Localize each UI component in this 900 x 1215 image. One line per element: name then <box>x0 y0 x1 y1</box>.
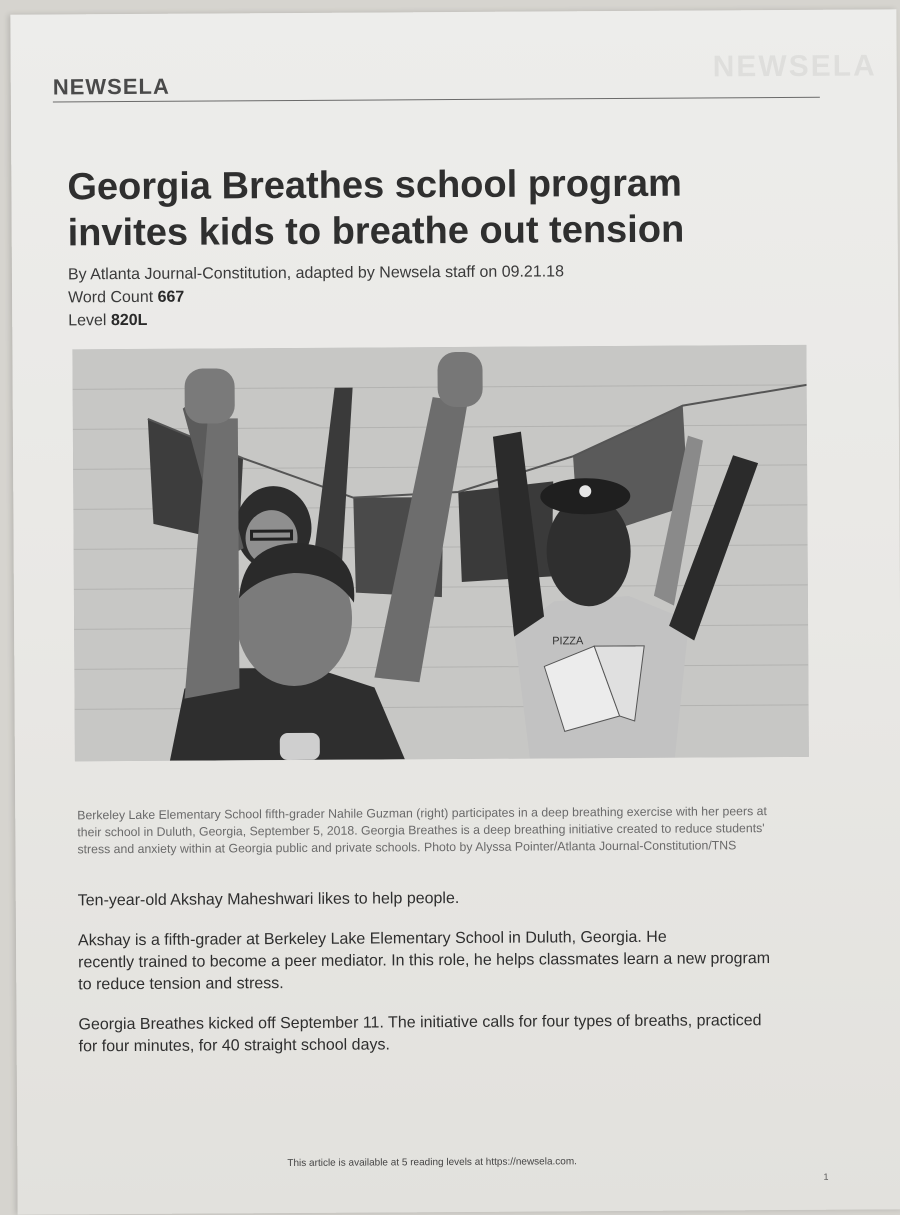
level-value: 820L <box>110 311 148 330</box>
paragraph-2-line-1: Akshay is a fifth-grader at Berkeley Lake Elementary School in Duluth, Georgia. He <box>77 928 667 950</box>
paragraph-2 <box>78 926 818 997</box>
title-line-2: invites kids to breathe out tension <box>67 208 685 255</box>
caption-line-3: stress and anxiety within at Georgia public and private schools. Photo by Alyssa Pointer/Atlanta Journal-Constitution/TNS <box>77 838 737 857</box>
article-photo <box>72 345 809 761</box>
paragraph-3-line-1: Georgia Breathes kicked off September 11. The initiative calls for four types of breaths, practiced <box>78 1012 762 1034</box>
paragraph-3 <box>78 1010 818 1059</box>
reading-levels-note: This article is available at 5 reading levels at https://newsela.com. <box>287 1156 577 1170</box>
caption-line-1: Berkeley Lake Elementary School fifth-grader Nahile Guzman (right) participates in a deep breathing exercise with her peers at <box>77 804 767 823</box>
paragraph-1: Ten-year-old Akshay Maheshwari likes to help people. <box>77 889 460 910</box>
level-label: Level <box>68 312 107 330</box>
paragraph-2-line-3: to reduce tension and stress. <box>78 975 284 994</box>
shirt-text: PIZZA <box>552 635 584 648</box>
page-number: 1 <box>823 1171 829 1182</box>
paper-page <box>10 9 900 1214</box>
word-count <box>68 289 184 308</box>
word-count-value: 667 <box>157 288 185 306</box>
caption-line-2: their school in Duluth, Georgia, September 5, 2018. Georgia Breathes is a deep breathing initiative created to reduce students' <box>77 821 765 840</box>
reading-level <box>68 312 147 330</box>
newsela-logo: NEWSELA <box>52 73 170 100</box>
photo-caption <box>77 803 812 858</box>
paragraph-3-line-2: for four minutes, for 40 straight school days. <box>78 1036 390 1056</box>
paragraph-2-line-2: recently trained to become a peer mediator. In this role, he helps classmates learn a new program <box>78 950 771 972</box>
photo-illustration <box>72 345 809 761</box>
title-line-1: Georgia Breathes school program <box>67 162 683 209</box>
article-title <box>67 160 788 256</box>
word-count-label: Word Count <box>68 288 154 307</box>
byline: By Atlanta Journal-Constitution, adapted by Newsela staff on 09.21.18 <box>67 263 565 284</box>
bleed-through-logo: NEWSELA <box>712 49 877 84</box>
